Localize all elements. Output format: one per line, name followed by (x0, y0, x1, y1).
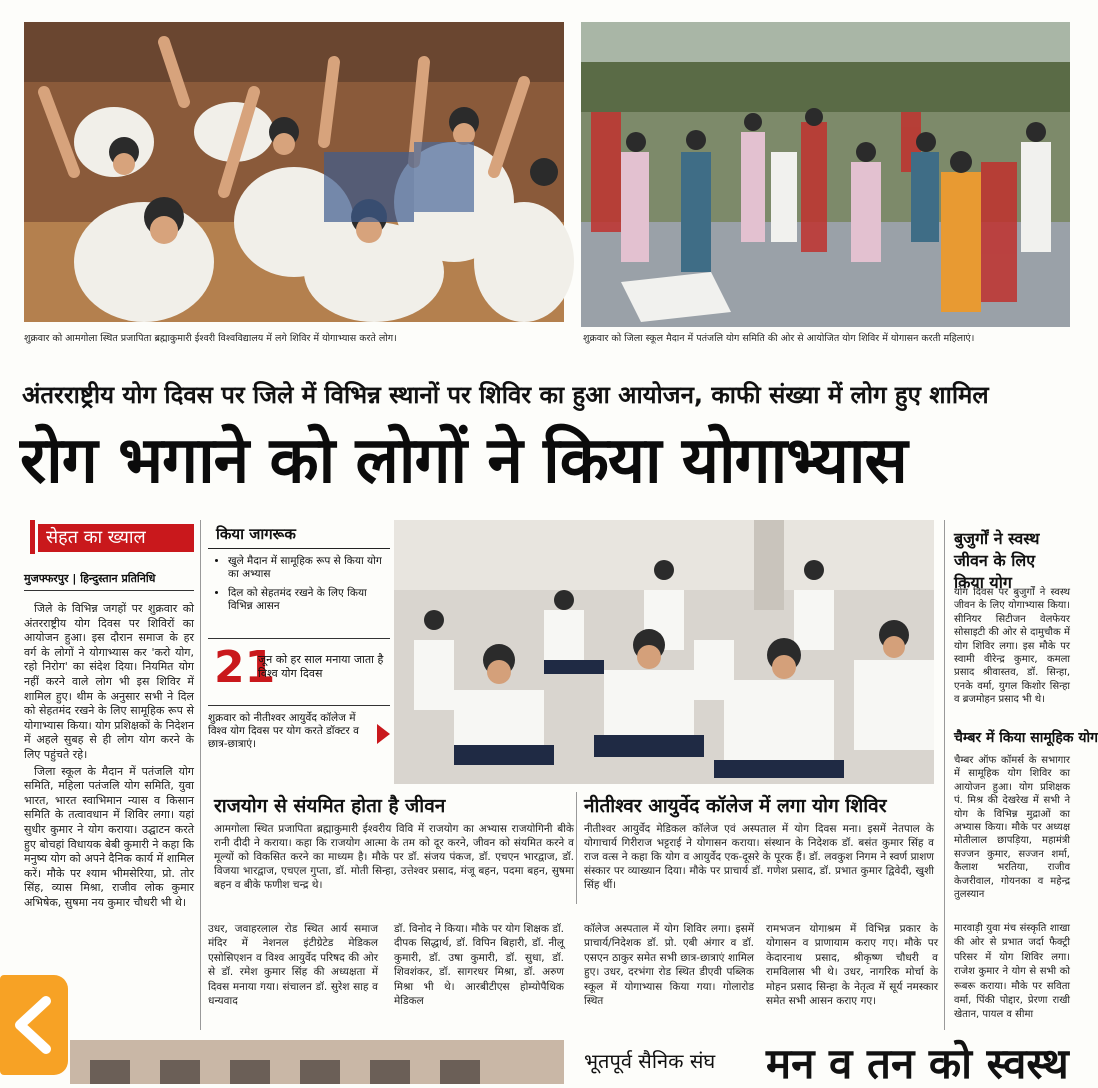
story-body-nitishwar: नीतीश्वर आयुर्वेद मेडिकल कॉलेज एवं अस्पताल में योग दिवस मना। इसमें नेतपाल के योगाचार्य गिरीराज भट्टराई ने योगासन कराया। संस्थान के निदेशक डॉ. बसंत कुमार सिंह व राज वत्स ने कहा कि योग व आयुर्वेद एक-दूसरे के पूरक हैं। डॉ. लवकुश निगम ने स्वर्ण प्राशण संस्कार पर व्याख्यान दिया। मौके पर प्राचार्य डॉ. गणेश प्रसाद, डॉ. प्रभात कुमार द्विवेदी, खुशी सिंह थीं। (584, 823, 934, 891)
photo-outdoor-yoga (581, 22, 1070, 327)
byline: मुजफ्फरपुर | हिन्दुस्तान प्रतिनिधि (24, 572, 156, 585)
photo-college-yoga (394, 520, 934, 784)
box-divider (208, 638, 390, 639)
box-bullet: • खुले मैदान में सामूहिक रूप से किया योग का अभ्यास (228, 555, 390, 581)
bottom-column-4: रामभजन योगाश्रम में विभिन्न प्रकार के योगासन व प्राणायाम कराए गए। मौके पर केदारनाथ प्रसाद, श्रीकृष्ण चौधरी व रामविलास भी थे। उधर, नागरिक मोर्चा के मोहन प्रसाद सिन्हा के नेतृत्व में सूर्य नमस्कार समेत सभी आसन कराए गए। (766, 923, 938, 1008)
photo-bottom-strip (70, 1040, 564, 1084)
photo-caption-left: शुक्रवार को आमगोला स्थित प्रजापिता ब्रह्माकुमारी ईश्वरी विश्वविद्यालय में लगे शिविर में योगाभ्यास करते लोग। (24, 333, 397, 344)
center-photo-caption: शुक्रवार को नीतीश्वर आयुर्वेद कॉलेज में विश्व योग दिवस पर योग करते डॉक्टर व छात्र-छात्राएं। (208, 712, 359, 750)
bottom-column-2: डॉ. विनोद ने किया। मौके पर योग शिक्षक डॉ. दीपक सिद्धार्थ, डॉ. विपिन बिहारी, डॉ. नीलू कुमारी, डॉ. उषा कुमारी, डॉ. सुधा, डॉ. शिवशंकर, डॉ. सागरधर मिश्रा, डॉ. अरुण मिश्रा भी थे। आरबीटीएस होम्योपैथिक मेडिकल (394, 923, 564, 1008)
column-rule (200, 520, 201, 1030)
right-body-elders: योग दिवस पर बुजुर्गों ने स्वस्थ जीवन के लिए योगाभ्यास किया। सीनियर सिटीजन वेलफेयर सोसाइटी की ओर से दामुचौक में योग शिविर लगा। इस मौके पर स्वामी वीरेन्द्र कुमार, कमला प्रसाद श्रीवास्तव, डॉ. सिन्हा, एनके वर्मा, युगल किशोर सिन्हा व ब्रजमोहन प्रसाद भी थे। (954, 587, 1070, 706)
box-title: किया जागरूक (208, 522, 390, 549)
bottom-small-heading: भूतपूर्व सैनिक संघ (584, 1049, 716, 1073)
section-tab: सेहत का ख्याल (38, 524, 194, 552)
bottom-big-heading: मन व तन को स्वस्थ (766, 1039, 1069, 1088)
chevron-left-icon (8, 995, 58, 1055)
right-heading-chamber: चैम्बर में किया सामूहिक योग (954, 730, 1098, 746)
pointer-arrow-icon (377, 724, 390, 744)
column-rule (576, 792, 577, 904)
lead-paragraph-2: जिला स्कूल के मैदान में पतंजलि योग समिति, महिला पतंजलि योग समिति, युवा भारत, भारत स्वाभिमान न्यास व किसान समिति के तत्वावधान में शिविर लगा। यहां सुधीर कुमार ने योग कराया। उद्घाटन करते हुए बोचहां विधायक बेबी कुमारी ने कहा कि मनुष्य योग को अपने दैनिक कार्य में शामिल करें। मौके पर श्याम भीमसेरिया, प्रो. तोर सिंह, व्यास मिश्रा, राजीव लोक कुमार अभिषेक, सुषमा नय कुमार चौधरी भी थे। (24, 764, 194, 909)
right-body-chamber: चैम्बर ऑफ कॉमर्स के सभागार में सामूहिक योग शिविर का आयोजन हुआ। योग प्रशिक्षक पं. मिश्र की देखरेख में सभी ने योग के विभिन्न मुद्राओं का अभ्यास किया। मौके पर अध्यक्ष मोतीलाल छापड़िया, महामंत्री सज्जन कुमार, सज्जन शर्मा, कैलाश भरतिया, राजीव केजरीवाल, गोयनका व महेन्द्र तुलस्यान (954, 755, 1070, 901)
bottom-column-1: उधर, जवाहरलाल रोड स्थित आर्य समाज मंदिर में नेशनल इंटीग्रेटेड मेडिकल एसोसिएशन व विश्व आयुर्वेद परिषद की ओर से डॉ. रमेश कुमार सिंह की अध्यक्षता में दिवस मनाया गया। संचालन डॉ. सुरेश साह व धन्यवाद (208, 923, 378, 1008)
byline-rule (24, 590, 194, 591)
story-body-rajyog: आमगोला स्थित प्रजापिता ब्रह्माकुमारी ईश्वरीय विवि में राजयोग का अभ्यास राजयोगिनी बीके रानी दीदी ने कराया। कहा कि राजयोग आत्मा के तम को दूर करने, जीवन को संयमित करने व मूल्यों को विकसित करने का माध्यम है। मौके पर डॉ. संजय पंकज, डॉ. एचएन भारद्वाज, डॉ. विजया भारद्वाज, एचएल गुप्ता, डॉ. मोती सिन्हा, उत्तेश्वर प्रसाद, मंजू बहन, पदमा बहन, सुषमा बहन व बीके फणीश चन्द्र थे। (214, 823, 574, 891)
story-heading-rajyog: राजयोग से संयमित होता है जीवन (214, 795, 446, 817)
box-divider (208, 705, 390, 706)
lead-paragraph-1: जिले के विभिन्न जगहों पर शुक्रवार को अंतरराष्ट्रीय योग दिवस पर शिविरों का आयोजन हुआ। इस दौरान समाज के हर वर्ग के लोगों ने योगाभ्यास कर 'करो योग, रहो निरोग' का संदेश दिया। नियमित योग नहीं करने वाले लोग भी इस शिविर में शामिल हुए। थीम के अनुसार सभी ने दिल को सेहतमंद रखने के लिए सामूहिक रूप से योगाभ्यास किया। योग प्रशिक्षकों के निदेशन में अहले सुबह से ही लोग योग करने के लिए पहुंचते रहे। (24, 602, 194, 761)
photo-caption-right: शुक्रवार को जिला स्कूल मैदान में पतंजलि योग समिति की ओर से आयोजित योग शिविर में योगासन करती महिलाएं। (583, 333, 975, 344)
kicker-headline: अंतरराष्ट्रीय योग दिवस पर जिले में विभिन्न स्थानों पर शिविर का हुआ आयोजन, काफी संख्या में लोग हुए शामिल (22, 381, 989, 409)
previous-page-button[interactable] (0, 975, 68, 1075)
story-heading-nitishwar: नीतीश्वर आयुर्वेद कॉलेज में लगा योग शिविर (584, 795, 887, 817)
box-bullets (208, 555, 390, 613)
box-bullet: • दिल को सेहतमंद रखने के लिए किया विभिन्न आसन (228, 587, 390, 613)
bottom-column-3: कॉलेज अस्पताल में योग शिविर लगा। इसमें प्राचार्य/निदेशक डॉ. प्रो. एबी अंगार व डॉ. एसएन ठाकुर समेत सभी छात्र-छात्राएं शामिल हुए। उधर, दरभंगा रोड स्थित डीएवी पब्लिक स्कूल में योगाभ्यास किया गया। गोलारोड स्थित (584, 923, 754, 1008)
lead-column (24, 602, 194, 1022)
photo-indoor-yoga (24, 22, 564, 322)
section-marker (30, 520, 35, 554)
date-text: जून को हर साल मनाया जाता है विश्व योग दिवस (258, 653, 384, 680)
date-number: 21 (214, 642, 276, 693)
bottom-column-5: मारवाड़ी युवा मंच संस्कृति शाखा की ओर से प्रभात जर्दा फैक्ट्री परिसर में योग शिविर लगा। राजेश कुमार ने योग से सभी को रूबरू कराया। मौके पर सविता वर्मा, पिंकी पोद्दार, प्रेरणा राखी खेतान, पायल व सीमा (954, 923, 1070, 1021)
right-heading-elders: बुजुर्गों ने स्वस्थ जीवन के लिए किया योग (954, 529, 1040, 592)
column-rule (944, 520, 945, 1030)
main-headline: रोग भगाने को लोगों ने किया योगाभ्यास (20, 424, 907, 498)
